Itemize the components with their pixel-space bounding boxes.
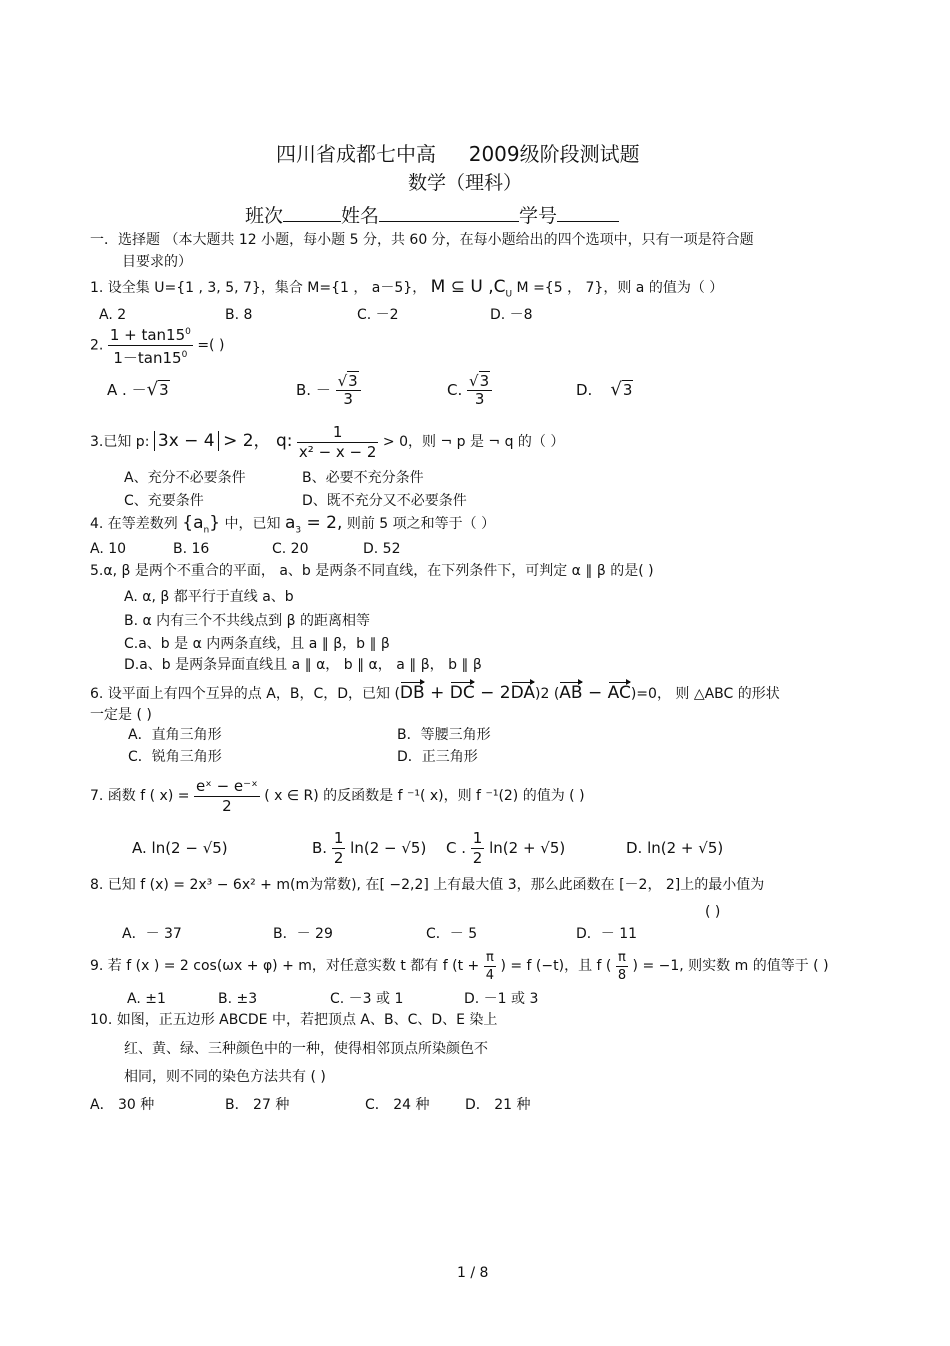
q1-option-c: C. －2 <box>357 307 399 323</box>
section-instructions: 一．选择题 （本大题共 12 小题，每小题 5 分，共 60 分，在每小题给出的四个选项中，只有一项是符合题 <box>90 232 754 248</box>
q2-tail: =( ) <box>197 337 225 354</box>
q10-option-b: B． 27 种 <box>225 1097 290 1113</box>
q1-stem-a: 1. 设全集 U={1 , 3, 5, 7}，集合 M={1 ， a－5}， <box>90 280 427 296</box>
q9-option-c: C. －3 或 1 <box>330 991 404 1007</box>
q3-fraction: $\frac{1}{\text{x² − x − 2}}$ <box>298 422 377 461</box>
q6-option-d: D．正三角形 <box>397 749 478 765</box>
q4-option-a: A. 10 <box>90 541 127 557</box>
number-blank <box>557 203 619 222</box>
q8-option-d: D．－ 11 <box>576 926 638 942</box>
class-label: 班次 <box>245 205 284 227</box>
q3-abs: 3x − 4 <box>154 431 219 451</box>
q5-option-c: C.a、b 是 α 内两条直线，且 a ∥ β，b ∥ β <box>124 636 390 652</box>
vector-ab: AB <box>559 683 583 703</box>
question-9-stem: 9. 若 f (x ) = 2 cos(ωx + φ) + m，对任意实数 t 都有 f (t + $\frac{\pi}{4}$ ) = f (−t)，且 f ( $\frac{\pi}{8}$ ) = −1, 则实数 m 的值等于 ( ) <box>90 949 829 983</box>
q7-option-b: B. $\frac{1}{2}$ ln(2 − √5) <box>312 829 427 867</box>
doc-title <box>276 142 640 166</box>
q6-stem-cont: 一定是 ( ) <box>90 707 152 723</box>
q7-fraction: $\frac{\text{eˣ − e⁻ˣ}}{2}$ <box>195 776 258 815</box>
q10-option-d: D． 21 种 <box>465 1097 531 1113</box>
q2-number: 2. <box>90 337 104 354</box>
vector-ac: AC <box>607 683 631 703</box>
question-1-stem <box>90 278 723 303</box>
q6-option-a: A．直角三角形 <box>128 727 222 743</box>
q1-option-d: D. －8 <box>490 307 533 323</box>
question-2-stem <box>90 323 224 367</box>
q1-stem-b: M ⊆ U $,C_U$ <box>430 277 513 300</box>
q10-option-a: A． 30 种 <box>90 1097 155 1113</box>
info-fields <box>245 203 619 227</box>
number-label: 学号 <box>519 205 558 227</box>
q1-option-b: B. 8 <box>225 307 253 323</box>
q2-option-b: B. － $\frac{√3}{3}$ <box>296 370 361 410</box>
q4-sequence: $\{a_n\}$ <box>182 513 221 536</box>
q8-option-a: A．－ 37 <box>122 926 182 942</box>
q2-option-d: D. √3 <box>576 379 633 400</box>
q7-option-a: A. ln(2 − √5) <box>132 839 228 857</box>
section-instructions-cont: 目要求的） <box>122 254 192 270</box>
q6-option-c: C．锐角三角形 <box>128 749 222 765</box>
vector-da: DA <box>510 683 535 703</box>
q7-option-d: D. ln(2 + √5) <box>626 839 724 857</box>
q5-option-a: A. α, β 都平行于直线 a、b <box>124 589 294 605</box>
name-label: 姓名 <box>341 205 380 227</box>
q9-option-a: A. ±1 <box>127 991 166 1007</box>
q4-option-b: B. 16 <box>173 541 210 557</box>
question-7-stem: 7. 函数 f ( x) = $\frac{\text{eˣ − e⁻ˣ}}{2}$ ( x ∈ R) 的反函数是 f ⁻¹( x)，则 f ⁻¹(2) 的值为 ( ) <box>90 776 585 815</box>
question-10-stem: 10. 如图，正五边形 ABCDE 中，若把顶点 A、B、C、D、E 染上 <box>90 1012 498 1028</box>
title-right: 2009级阶段测试题 <box>468 142 640 166</box>
question-10-stem-2: 红、黄、绿、三种颜色中的一种，使得相邻顶点所染颜色不 <box>124 1041 488 1057</box>
q3-option-d: D、既不充分又不必要条件 <box>302 493 467 509</box>
vector-db: DB <box>399 683 425 703</box>
q3-option-a: A、充分不必要条件 <box>124 470 246 486</box>
q2-fraction: $\frac{1 + \tan 15^0}{1-\tan 15^0}$ <box>108 323 193 368</box>
doc-subtitle: 数学（理科） <box>408 172 523 194</box>
vector-dc: DC <box>449 683 475 703</box>
question-4-stem: 4. 在等差数列 $\{a_n\}$ 中，已知 $a_3 = 2$, 则前 5 项之和等于（ ） <box>90 513 496 536</box>
q2-option-a: A . －√3 <box>107 379 169 400</box>
q7-option-c: C . $\frac{1}{2}$ ln(2 + √5) <box>446 829 566 867</box>
q4-option-d: D. 52 <box>363 541 401 557</box>
q1-option-a: A. 2 <box>99 307 127 323</box>
class-blank <box>283 203 341 222</box>
q9-option-b: B. ±3 <box>218 991 258 1007</box>
q3-option-b: B、必要不充分条件 <box>302 470 424 486</box>
name-blank <box>379 203 519 222</box>
question-6-stem: 6. 设平面上有四个互异的点 A，B，C，D，已知 (DB + DC − 2DA)2 (AB − AC)=0， 则 △ABC 的形状 <box>90 683 780 703</box>
q10-option-c: C． 24 种 <box>365 1097 430 1113</box>
question-10-stem-3: 相同，则不同的染色方法共有 ( ) <box>124 1069 326 1085</box>
q2-option-c: C. $\frac{√3}{3}$ <box>447 370 492 410</box>
q5-option-b: B. α 内有三个不共线点到 β 的距离相等 <box>124 613 371 629</box>
q8-answer-blank: ( ) <box>705 904 721 920</box>
page-number: 1 / 8 <box>457 1265 489 1281</box>
q9-option-d: D. －1 或 3 <box>464 991 539 1007</box>
q8-option-b: B．－ 29 <box>273 926 333 942</box>
q5-option-d: D.a、b 是两条异面直线且 a ∥ α， b ∥ α， a ∥ β， b ∥ β <box>124 657 482 673</box>
question-8-stem: 8. 已知 f (x) = 2x³ − 6x² + m(m为常数), 在[ −2,2] 上有最大值 3，那么此函数在 [－2， 2]上的最小值为 <box>90 877 765 893</box>
question-5-stem: 5.α, β 是两个不重合的平面， a、b 是两条不同直线，在下列条件下，可判定 α ∥ β 的是( ) <box>90 563 654 579</box>
q4-option-c: C. 20 <box>272 541 309 557</box>
q4-condition: $a_3 = 2$, <box>284 513 343 536</box>
question-3-stem: 3.已知 p: 3x − 4 > 2， q: $\frac{1}{\text{x² − x − 2}}$ > 0，则 ¬ p 是 ¬ q 的（ ） <box>90 422 565 461</box>
q6-option-b: B．等腰三角形 <box>397 727 491 743</box>
q3-option-c: C、充要条件 <box>124 493 204 509</box>
q1-stem-c: M ={5 ， 7}，则 a 的值为（ ） <box>516 280 724 296</box>
q8-option-c: C．－ 5 <box>426 926 478 942</box>
title-left: 四川省成都七中高 <box>276 142 436 166</box>
